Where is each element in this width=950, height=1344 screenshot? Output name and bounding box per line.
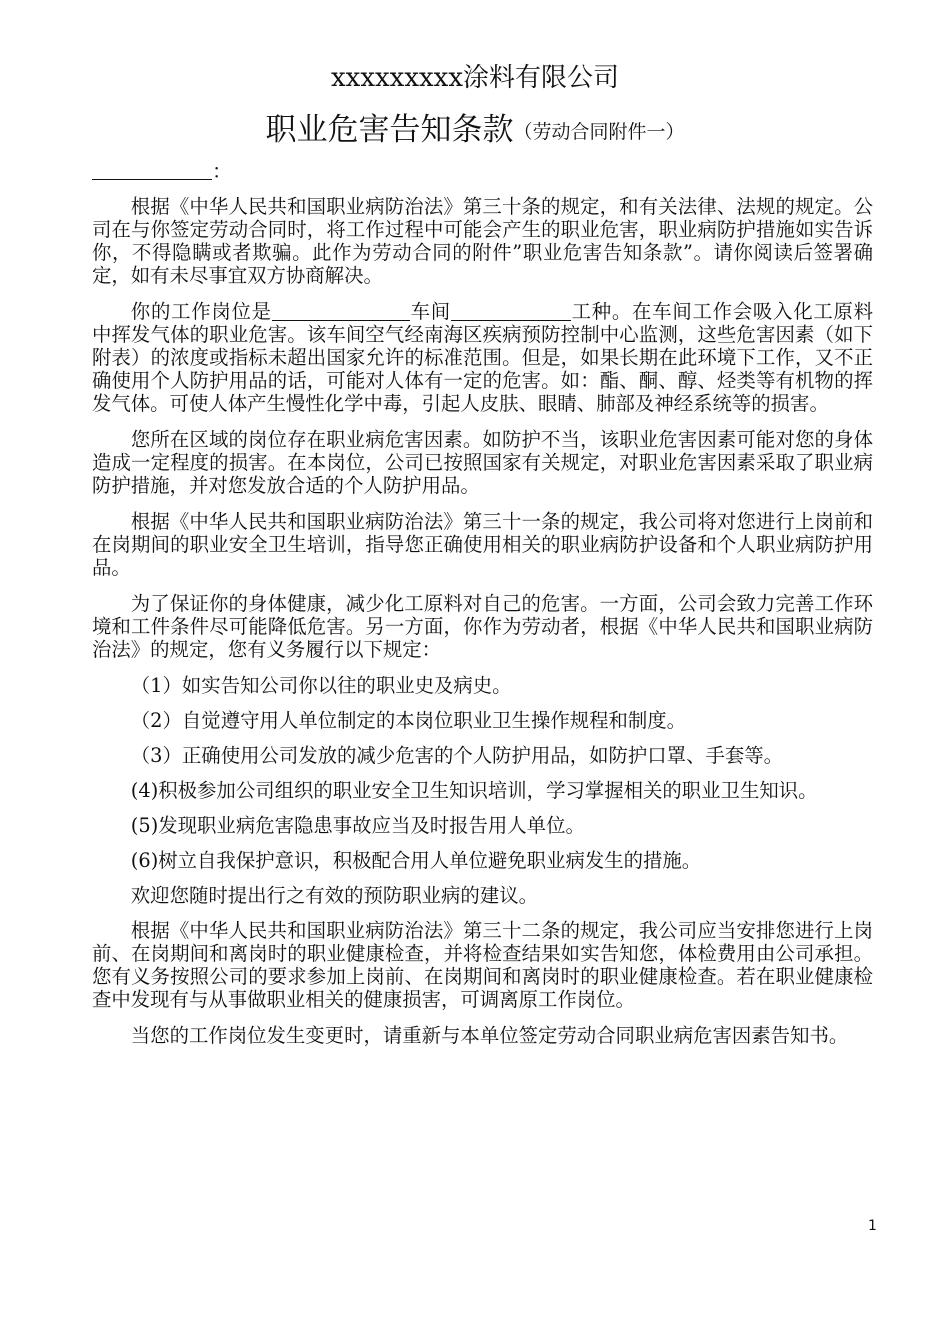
position-text-b: 车间 xyxy=(409,300,451,323)
obligation-item-1: （1）如实告知公司你以往的职业史及病史。 xyxy=(130,674,512,697)
title-note: （劳动合同附件一） xyxy=(513,121,685,143)
workshop-blank[interactable] xyxy=(272,301,410,321)
paragraph-suggestions: 欢迎您随时提出行之有效的预防职业病的建议。 xyxy=(130,884,538,907)
title-main: 职业危害告知条款 xyxy=(265,112,514,148)
obligation-item-5: (5)发现职业病危害隐患事故应当及时报告用人单位。 xyxy=(130,814,585,837)
paragraph-position-change: 当您的工作岗位发生变更时，请重新与本单位签定劳动合同职业病危害因素告知书。 xyxy=(130,1024,849,1047)
paragraph-hazard-area: 您所在区域的岗位存在职业病危害因素。如防护不当，该职业危害因素可能对您的身体造成一定程度的损害。在本岗位，公司已按照国家有关规定，对职业危害因素采取了职业病防护措施，并对您发放合适的个人防护用品。 xyxy=(92,428,873,497)
paragraph-obligations: 为了保证你的身体健康，减少化工原料对自己的危害。一方面，公司会致力完善工作环境和工件条件尽可能降低危害。另一方面，你作为劳动者，根据《中华人民共和国职业病防治法》的规定，您有义务履行以下规定： xyxy=(92,592,873,661)
page-number: 1 xyxy=(868,1218,877,1234)
obligation-item-2: （2）自觉遵守用人单位制定的本岗位职业卫生操作规程和制度。 xyxy=(130,709,687,732)
document-title xyxy=(0,108,950,154)
salutation xyxy=(92,158,232,184)
obligation-item-3: （3）正确使用公司发放的减少危害的个人防护用品，如防护口罩、手套等。 xyxy=(130,744,784,767)
document-body xyxy=(92,195,873,1060)
paragraph-intro: 根据《中华人民共和国职业病防治法》第三十条的规定，和有关法律、法规的规定。公司在与你签定劳动合同时，将工作过程中可能会产生的职业危害，职业病防护措施如实告诉你，不得隐瞒或者欺骗。此作为劳动合同的附件”职业危害告知条款”。请你阅读后签署确定，如有未尽事宜双方协商解决。 xyxy=(92,195,873,287)
salutation-name-blank[interactable] xyxy=(92,159,212,180)
obligation-item-4: (4)积极参加公司组织的职业安全卫生知识培训，学习掌握相关的职业卫生知识。 xyxy=(130,779,818,802)
paragraph-training: 根据《中华人民共和国职业病防治法》第三十一条的规定，我公司将对您进行上岗前和在岗期间的职业安全卫生培训，指导您正确使用相关的职业病防护设备和个人职业病防护用品。 xyxy=(92,510,873,579)
obligation-item-6: (6)树立自我保护意识，积极配合用人单位避免职业病发生的措施。 xyxy=(130,849,702,872)
paragraph-work-position xyxy=(92,300,873,415)
job-type-blank[interactable] xyxy=(451,301,571,321)
paragraph-health-check: 根据《中华人民共和国职业病防治法》第三十二条的规定，我公司应当安排您进行上岗前、在岗期间和离岗时的职业健康检查，并将检查结果如实告知您，体检费用由公司承担。您有义务按照公司的要求参加上岗前、在岗期间和离岗时的职业健康检查。若在职业健康检查中发现有与从事做职业相关的健康损害，可调离原工作岗位。 xyxy=(92,919,873,1011)
salutation-colon: ： xyxy=(212,159,232,183)
position-text-c: 工种。在车间工作会吸入化工原料中挥发气体的职业危害。该车间空气经南海区疾病预防控制中心监测，这些危害因素（如下附表）的浓度或指标未超出国家允许的标准范围。但是，如果长期在此环境下工作，又不正确使用个人防护用品的话，可能对人体有一定的危害。如：酯、酮、醇、烃类等有机物的挥发气体。可使人体产生慢性化学中毒，引起人皮肤、眼睛、肺部及神经系统等的损害。 xyxy=(92,300,874,415)
position-text-a: 你的工作岗位是 xyxy=(130,300,272,323)
company-name: xxxxxxxxx涂料有限公司 xyxy=(331,63,619,93)
